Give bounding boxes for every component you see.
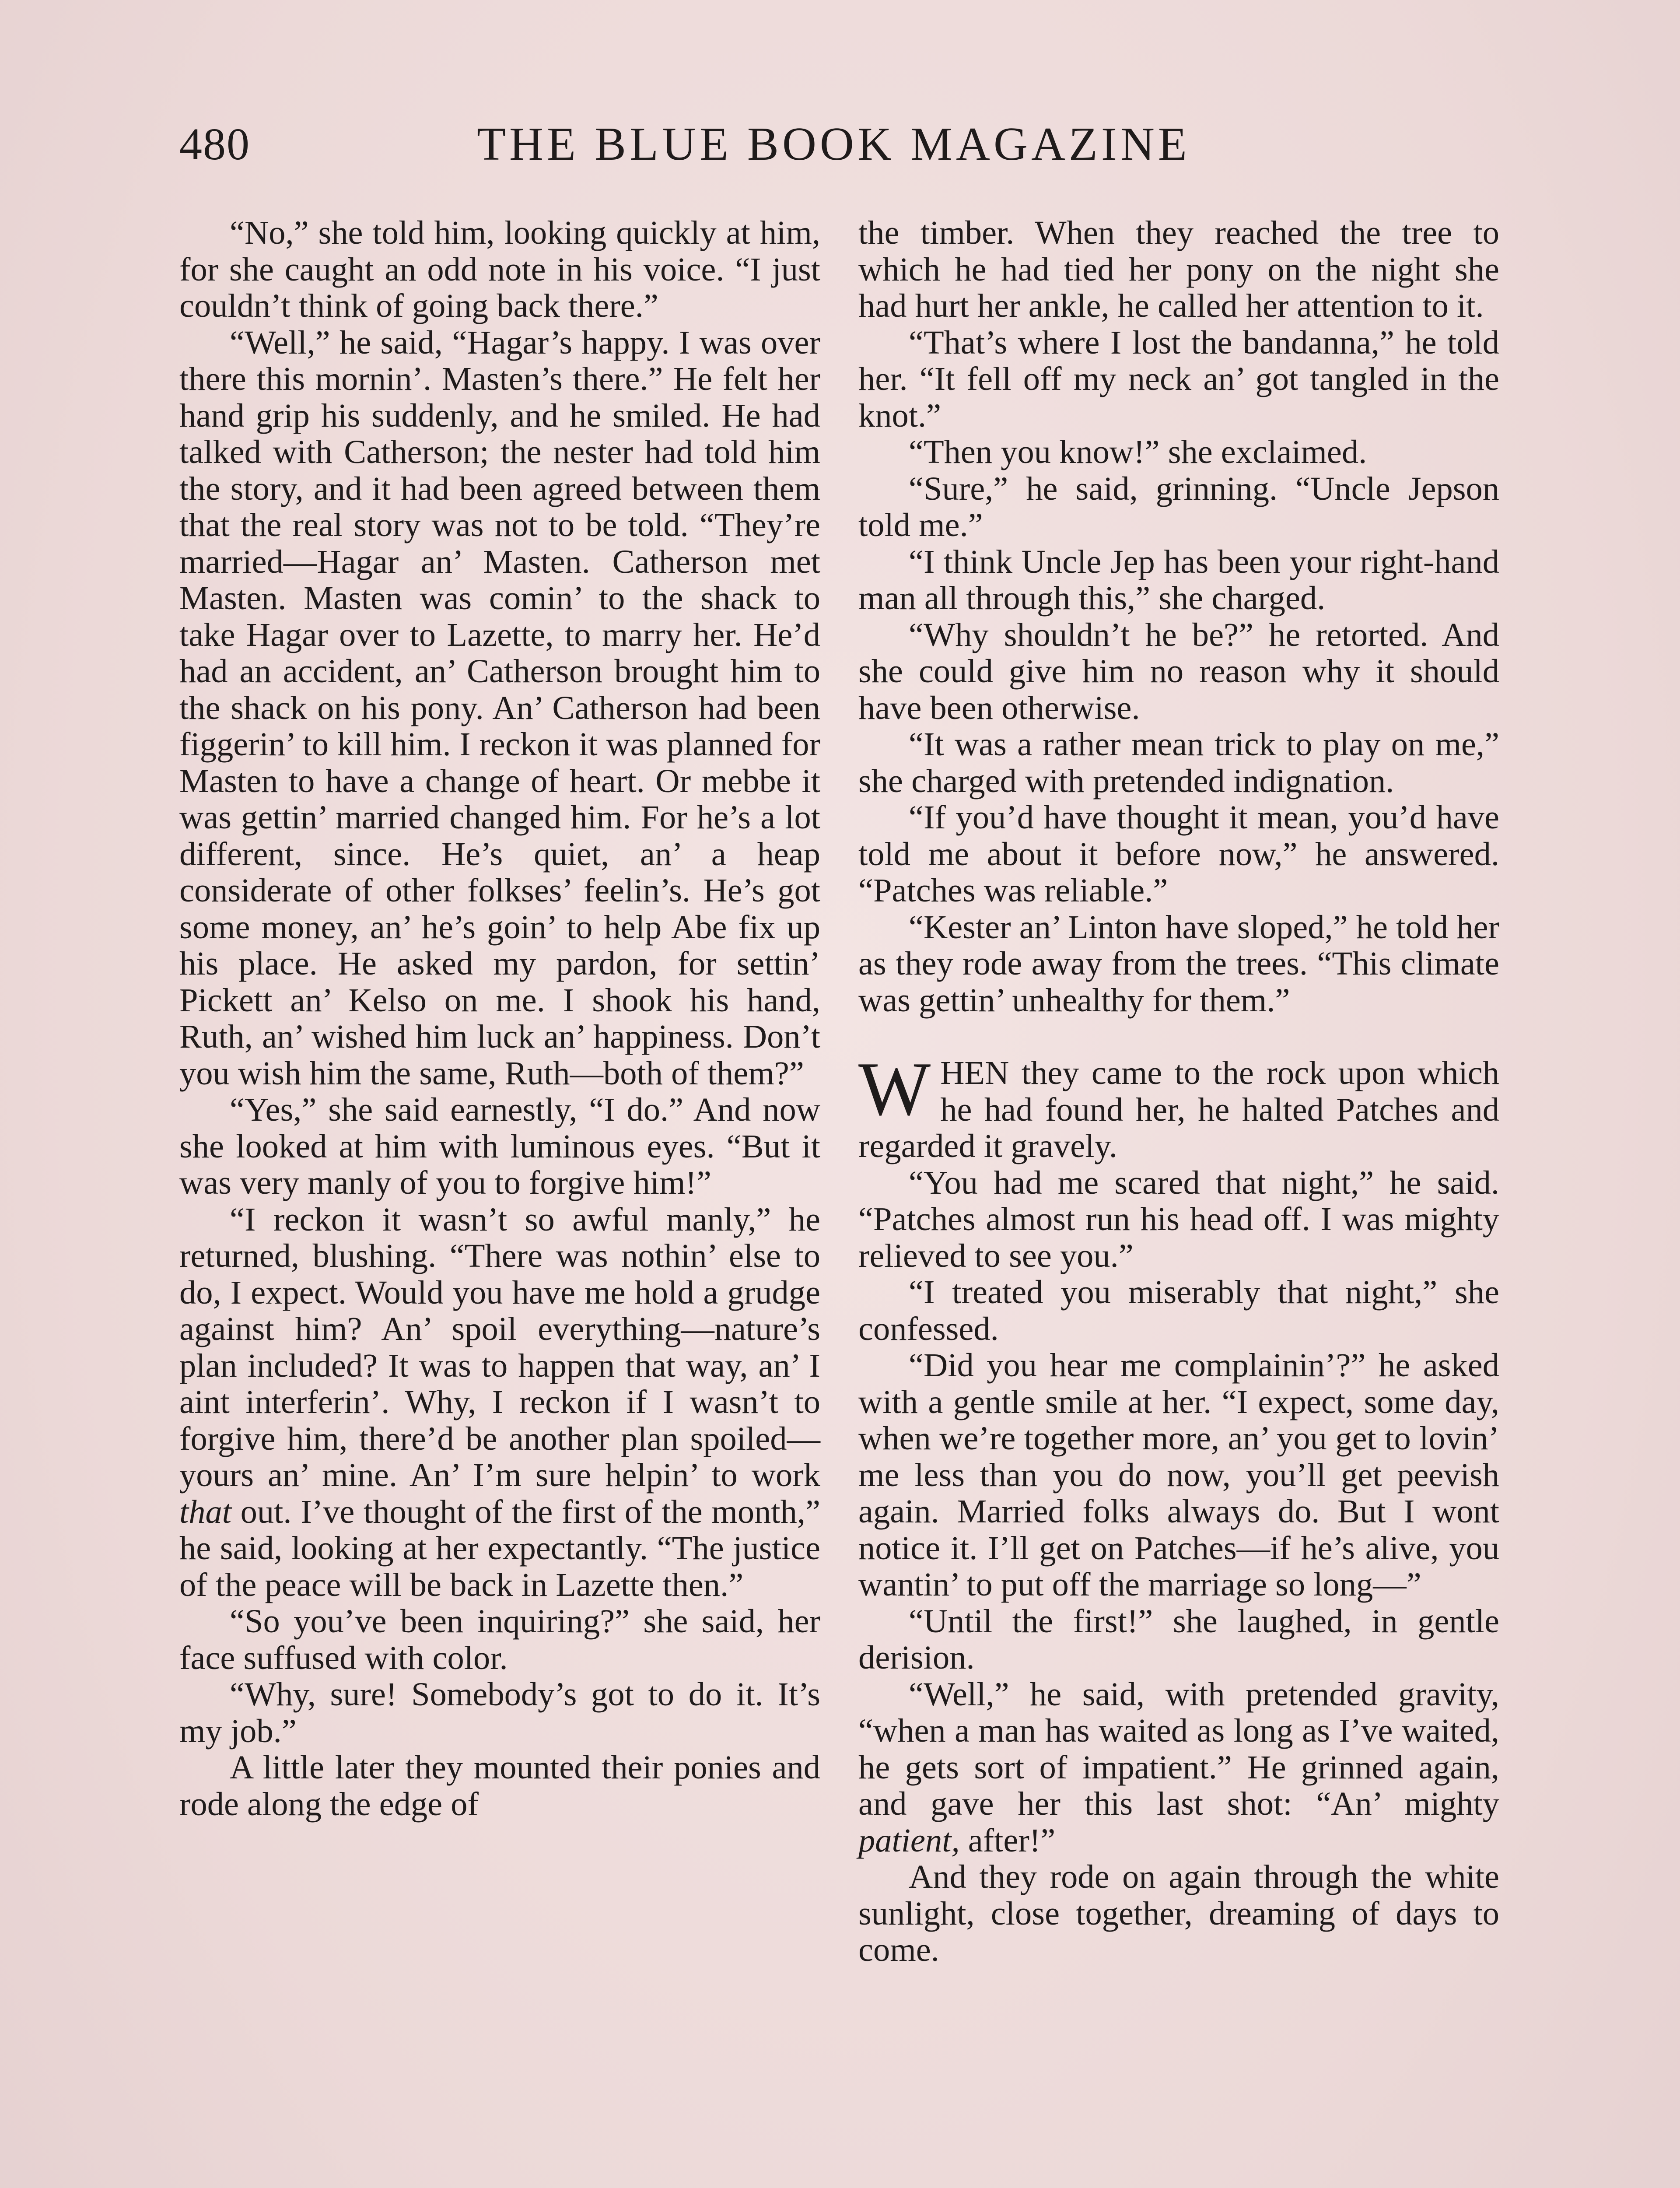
right-text-column (858, 214, 1499, 1968)
paragraph-text: after!” (959, 1821, 1056, 1859)
paragraph-text: HEN they came to the rock upon which he had found her, he halted Patches and regarded it gravely. (858, 1054, 1499, 1164)
page-number: 480 (179, 119, 250, 169)
paragraph-text: “Well,” he said, with pretended gravity, “when a man has waited as long as I’ve waited, he gets sort of impatient.” He grinned again, and gave her this last shot: “An’ mighty (858, 1675, 1499, 1822)
paragraph: “So you’ve been inquiring?” she said, her face suffused with color. (179, 1602, 820, 1676)
paragraph: “Sure,” he said, grinning. “Uncle Jepson told me.” (858, 470, 1499, 543)
paragraph: “I treated you miserably that night,” she confessed. (858, 1273, 1499, 1347)
magazine-title: THE BLUE BOOK MAGAZINE (477, 118, 1190, 170)
paragraph: “No,” she told him, looking quickly at him, for she caught an odd note in his voice. “I just couldn’t think of going back there.” (179, 214, 820, 324)
paragraph: “Yes,” she said earnestly, “I do.” And now she looked at him with luminous eyes. “But it was very manly of you to forgive him!” (179, 1091, 820, 1201)
paragraph: “Kester an’ Linton have sloped,” he told her as they rode away from the trees. “This climate was gettin’ unhealthy for them.” (858, 908, 1499, 1019)
paragraph: “Then you know!” she exclaimed. (909, 433, 1367, 470)
paragraph: “It was a rather mean trick to play on me,” she charged with pretended indignation. (858, 726, 1499, 799)
italic-word: patient, (858, 1821, 960, 1859)
paragraph: “That’s where I lost the bandanna,” he told her. “It fell off my neck an’ got tangled in the knot.” (858, 323, 1499, 434)
paragraph: “Did you hear me complainin’?” he asked with a gentle smile at her. “I expect, some day, when we’re together more, an’ you get to lovin’ me less than you do now, you’ll get peevish again. Married folks always do. But I wont notice it. I’ll get on Patches—if he’s alive, you wantin’ to put off the marriage so long—” (858, 1346, 1499, 1603)
paragraph: “You had me scared that night,” he said. “Patches almost run his head off. I was mighty relieved to see you.” (858, 1164, 1499, 1274)
paragraph-text: “I reckon it wasn’t so awful manly,” he returned, blushing. “There was nothin’ else to do, I expect. Would you have me hold a grudge against him? An’ spoil everything—nature’s plan included? It was to happen that way, an’ I aint interferin’. Why, I reckon if I wasn’t to forgive him, there’d be another plan spoiled—yours an’ mine. An’ I’m sure helpin’ to work (179, 1200, 820, 1494)
paragraph: “If you’d have thought it mean, you’d have told me about it before now,” he answered. “Patches was reliable.” (858, 799, 1499, 909)
paragraph: “Well,” he said, “Hagar’s happy. I was over there this mornin’. Masten’s there.” He felt her hand grip his suddenly, and he smiled. He had talked with Catherson; the nester had told him the story, and it had been agreed between them that the real story was not to be told. “They’re married—Hagar an’ Masten. Catherson met Masten. Masten was comin’ to the shack to take Hagar over to Lazette, to marry her. He’d had an accident, an’ Catherson brought him to the shack on his pony. An’ Catherson had been figgerin’ to kill him. I reckon it was planned for Masten to have a change of heart. Or mebbe it was gettin’ married changed him. For he’s a lot different, since. He’s quiet, an’ a heap considerate of other folkses’ feelin’s. He’s got some money, an’ he’s goin’ to help Abe fix up his place. He asked my pardon, for settin’ Pickett an’ Kelso on me. I shook his hand, Ruth, an’ wished him luck an’ happiness. Don’t you wish him the same, Ruth—both of them?” (179, 323, 820, 1092)
paragraph (179, 1201, 820, 1603)
left-text-column (179, 214, 820, 1822)
paragraph-continuation: the timber. When they reached the tree to which he had tied her pony on the night she had hurt her ankle, he called her attention to it. (858, 214, 1499, 324)
page-header (179, 112, 1501, 177)
paragraph: “Why shouldn’t he be?” he retorted. And she could give him no reason why it should have been otherwise. (858, 616, 1499, 726)
section-opening-paragraph (858, 1046, 1499, 1164)
drop-cap: W (858, 1046, 931, 1131)
paragraph: And they rode on again through the white sunlight, close together, dreaming of days to come. (858, 1858, 1499, 1968)
paragraph-text: out. I’ve thought of the first of the month,” he said, looking at her expectantly. “The justice of the peace will be back in Lazette then.” (179, 1493, 820, 1603)
paragraph: “Why, sure! Somebody’s got to do it. It’s my job.” (179, 1676, 820, 1750)
paragraph: A little later they mounted their ponies and rode along the edge of (179, 1749, 820, 1823)
italic-word: that (179, 1493, 232, 1530)
paragraph (858, 1676, 1499, 1859)
paragraph: “Until the first!” she laughed, in gentle derision. (858, 1602, 1499, 1676)
paragraph: “I think Uncle Jep has been your right-hand man all through this,” she charged. (858, 543, 1499, 617)
